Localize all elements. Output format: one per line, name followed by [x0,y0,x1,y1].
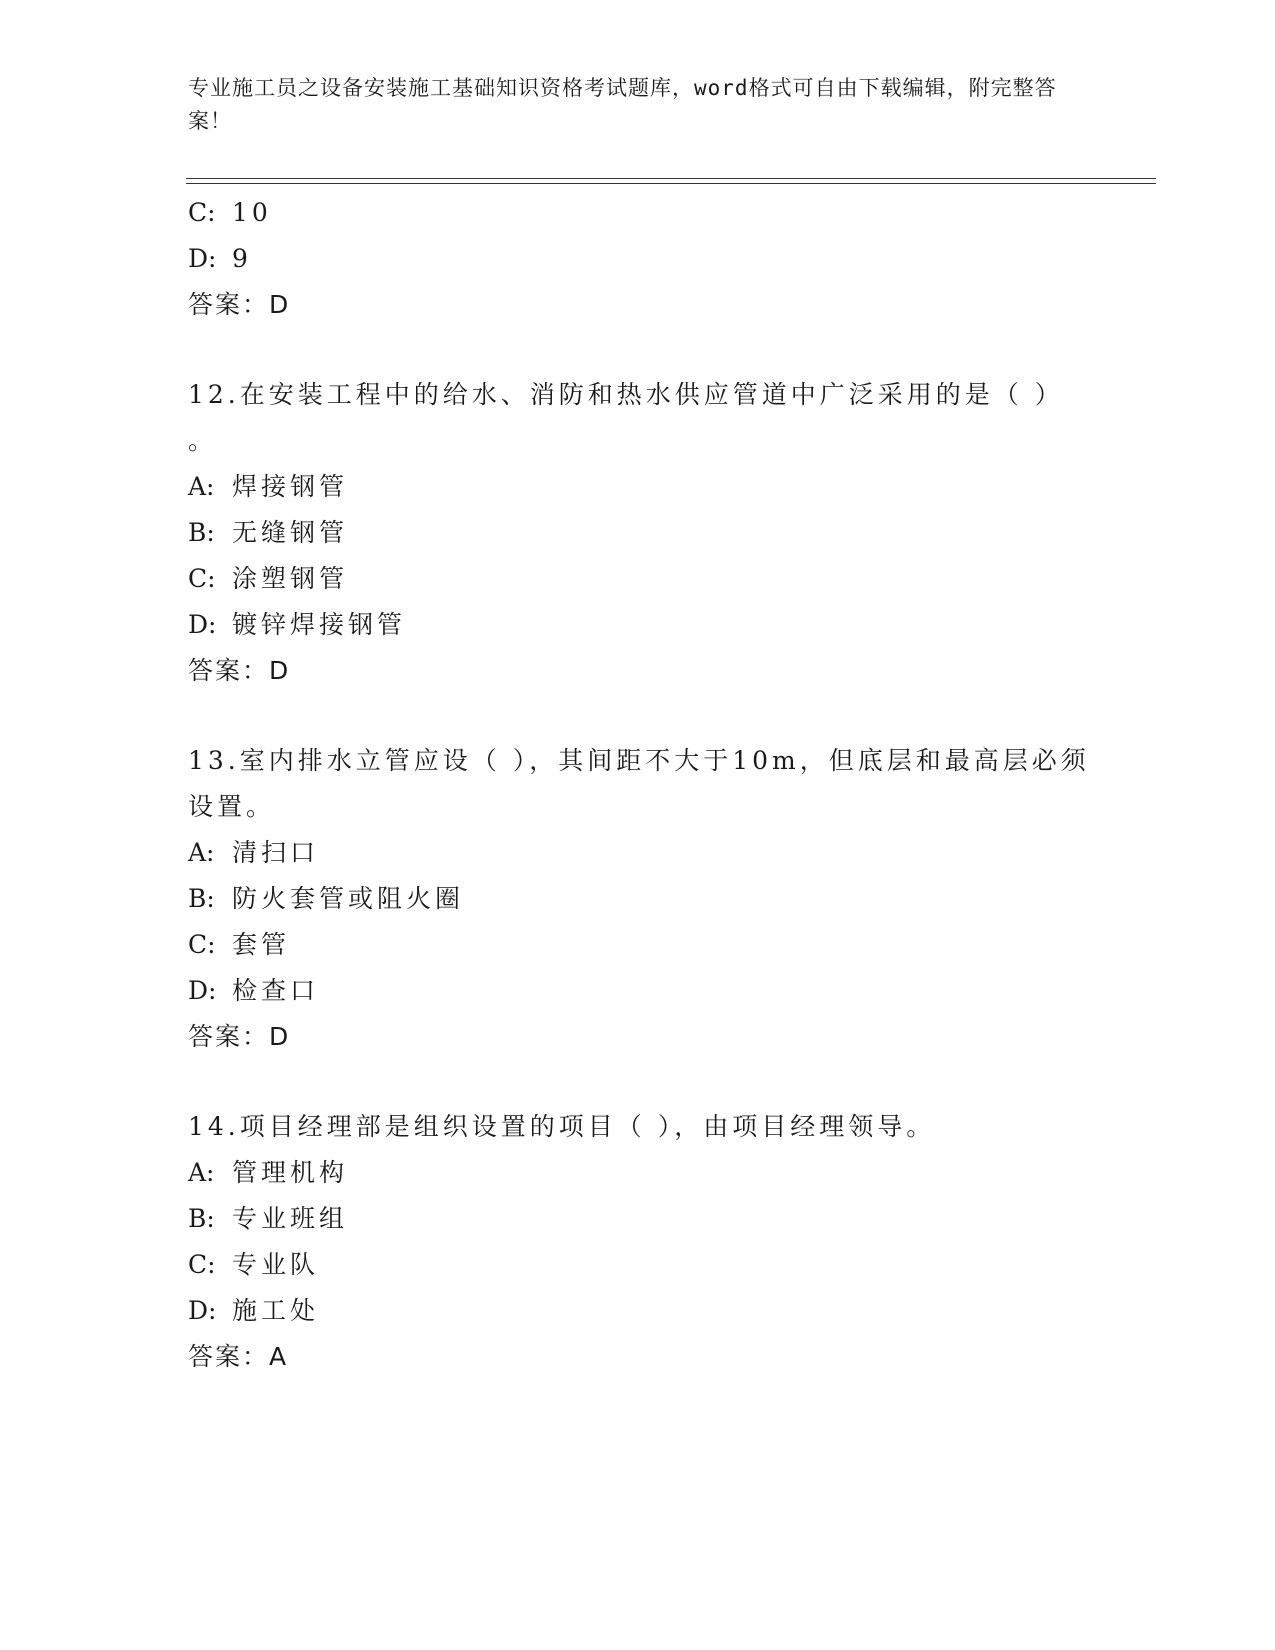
spacer [188,694,1088,738]
option-text: 专业队 [232,1250,320,1279]
question-line: 设置。 [188,792,276,821]
option-text: 防火套管或阻火圈 [232,884,465,913]
question-line: 14.项目经理部是组织设置的项目（ ），由项目经理领导。 [188,1112,936,1141]
option-text: 管理机构 [232,1158,349,1187]
header-rule-bottom [186,183,1156,184]
option-label: A: [188,472,215,501]
option-text: 套管 [232,930,291,959]
option-label: B: [188,1204,215,1233]
option-label: A: [188,1158,215,1187]
option-label: C: [188,564,216,593]
option-line [188,1242,1088,1288]
header-rule-top [186,178,1156,179]
option-text: 清扫口 [232,838,320,867]
spacer [188,328,1088,372]
option-text: 涂塑钢管 [232,564,349,593]
option-text: 10 [232,198,272,227]
option-line [188,1196,1088,1242]
option-line [188,236,1088,282]
option-line [188,464,1088,510]
option-line [188,556,1088,602]
question-line: 13.室内排水立管应设（ ），其间距不大于10m，但底层和最高层必须 [188,746,1090,775]
option-label: D: [188,610,217,639]
option-text: 专业班组 [232,1204,349,1233]
option-text: 镀锌焊接钢管 [232,610,407,639]
answer-line: 答案：A [188,1342,289,1371]
option-line [188,510,1088,556]
option-line [188,922,1088,968]
option-label: B: [188,884,215,913]
option-line [188,1288,1088,1334]
option-label: D: [188,244,217,273]
option-line [188,968,1088,1014]
option-line [188,830,1088,876]
option-text: 施工处 [232,1296,320,1325]
option-text: 9 [232,244,252,273]
option-label: D: [188,976,217,1005]
answer-line: 答案：D [188,656,291,685]
option-label: B: [188,518,215,547]
option-line [188,190,1088,236]
option-label: C: [188,930,216,959]
page-header: 专业施工员之设备安装施工基础知识资格考试题库，word格式可自由下载编辑，附完整答案！ [188,76,1057,133]
question-content [188,190,1088,1380]
option-label: A: [188,838,215,867]
option-label: C: [188,198,216,227]
answer-line: 答案：D [188,1022,291,1051]
option-text: 检查口 [232,976,320,1005]
answer-line: 答案：D [188,290,291,319]
option-text: 无缝钢管 [232,518,349,547]
question-line: 。 [188,426,218,455]
option-text: 焊接钢管 [232,472,349,501]
option-line [188,602,1088,648]
question-line: 12.在安装工程中的给水、消防和热水供应管道中广泛采用的是（ ） [188,380,1064,409]
option-label: C: [188,1250,216,1279]
spacer [188,1060,1088,1104]
option-line [188,1150,1088,1196]
option-line [188,876,1088,922]
option-label: D: [188,1296,217,1325]
